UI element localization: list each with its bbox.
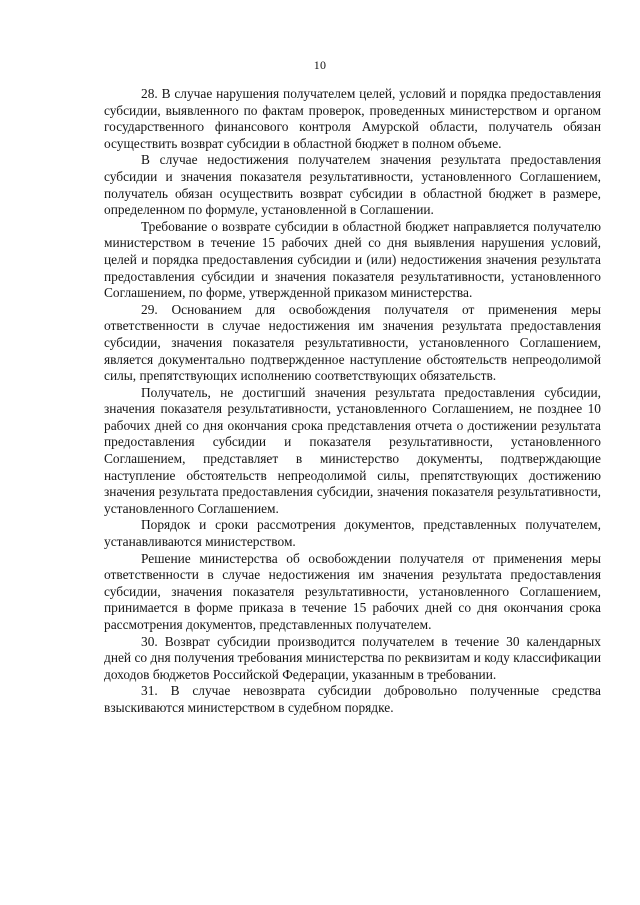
paragraph-29-documents: Получатель, не достигший значения результата предоставления субсидии, значения показателя результативности, установленного Соглашением, не позднее 10 рабочих дней со дня окончания срока представления отчета о достижении результата предоставления субсидии и показателя результативности, установленного Соглашением, представляет в министерство документы, подтверждающие наступление обстоятельств непреодолимой силы, препятствующих достижению значения результата предоставления субсидии, значения показателя результативности, установленного Соглашением. — [104, 384, 601, 516]
paragraph-29-decision: Решение министерства об освобождении получателя от применения меры ответственности в случае недостижения им значения результата предоставления субсидии, значения показателя результативности, установленного Соглашением, принимается в форме приказа в течение 15 рабочих дней со дня окончания срока рассмотрения документов, представленных получателем. — [104, 550, 601, 632]
paragraph-28: 28. В случае нарушения получателем целей, условий и порядка предоставления субсидии, выявленного по фактам проверок, проведенных министерством и органом государственного финансового контроля Амурской области, получатель обязан осуществить возврат субсидии в областной бюджет в полном объеме. — [104, 86, 601, 151]
paragraph-30: 30. Возврат субсидии производится получателем в течение 30 календарных дней со дня получения требования министерства по реквизитам и коду классификации доходов бюджетов Российской Федерации, указанным в требовании. — [104, 633, 601, 682]
paragraph-29: 29. Основанием для освобождения получателя от применения меры ответственности в случае недостижения им значения результата предоставления субсидии, значения показателя результативности, установленного Соглашением, является документально подтвержденное наступление обстоятельств непреодолимой силы, препятствующих исполнению соответствующих обязательств. — [104, 301, 601, 384]
paragraph-29-procedure: Порядок и сроки рассмотрения документов, представленных получателем, устанавливаются министерством. — [104, 517, 601, 550]
paragraph-28-return-demand: Требование о возврате субсидии в областной бюджет направляется получателю министерством в течение 15 рабочих дней со дня выявления нарушения условий, целей и порядка предоставления субсидии и (или) недостижения значения результата предоставления субсидии и значения показателя результативности, установленного Соглашением, по форме, утвержденной приказом министерства. — [104, 218, 601, 301]
document-body — [104, 86, 601, 717]
page-number: 10 — [313, 58, 327, 72]
paragraph-28-nonachievement: В случае недостижения получателем значения результата предоставления субсидии и значения показателя результативности, установленного Соглашением, получатель обязан осуществить возврат субсидии в областной бюджет в размере, определенном по формуле, установленной в Соглашении. — [104, 152, 601, 218]
paragraph-31: 31. В случае невозврата субсидии добровольно полученные средства взыскиваются министерством в судебном порядке. — [104, 683, 601, 715]
